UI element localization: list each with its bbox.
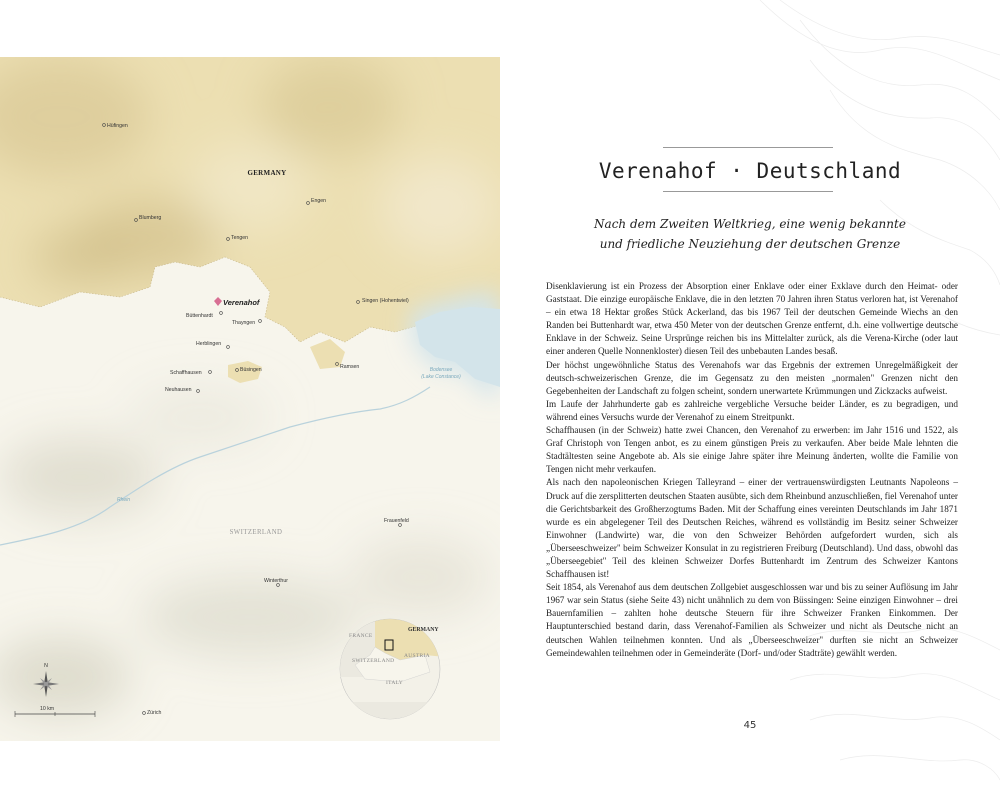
svg-text:Frauenfeld: Frauenfeld [384, 518, 409, 524]
svg-text:N: N [44, 663, 48, 669]
svg-text:Tengen: Tengen [231, 235, 249, 241]
town-singen [357, 298, 409, 304]
subtitle-line-2: und friedliche Neuziehung der deutschen Grenze [599, 237, 901, 251]
paragraph: Als nach den napoleonischen Kriegen Talleyrand – einer der vertrauenswürdigsten Leutnants Napoleons – Druck auf die zersplitterten deutschen Staaten ausübte, sich dem Rheinbund anzuschließen, fiel Verenahof unter die Gerichtsbarkeit des Großherzogtums Baden. Mit der Schaffung eines vereinten Deutschlands im Jahr 1871 wurde es ein abgelegener Teil des Deutschen Reiches, während es vollständig im Besitz seiner Schweizer Einwohner (Landwirte) war, die von den Schweizer Behörden aufgefordert wurden, sich als „Überseeschweizer" beim Schweizer Konsulat in zu registrieren Freiburg (Deutschland). Und dass, obwohl das „Überseegebiet" Teil des kleinen Schweizer Dorfes Buttenhardt im Zentrum des Schweizer Kantons Schaffhausen ist! [546, 477, 958, 580]
town-blumberg [135, 215, 162, 221]
town-ramsen [336, 363, 360, 370]
country-label-switzerland: SWITZERLAND [229, 529, 283, 536]
body-text [546, 280, 958, 660]
verenahof-label: Verenahof [223, 298, 260, 307]
bodensee-label: Bodensee [429, 367, 453, 373]
paragraph: Der höchst ungewöhnliche Status des Verenahofs war das Ergebnis der extremen Unregelmäßigkeit der deutsch-schweizerischen Grenze, die im Gegensatz zu den meisten „normalen" Grenzen nicht den Gegebenheiten der Landschaft zu folgen scheint, sondern unerwartete Krümmungen und Zickzacks aufweist. [546, 359, 958, 396]
svg-text:Hüfingen: Hüfingen [107, 123, 128, 129]
inset-label-germany: GERMANY [408, 627, 439, 633]
country-label-germany: GERMANY [247, 169, 287, 177]
rhine-label: Rhein [117, 497, 131, 503]
svg-text:Singen (Hohentwiel): Singen (Hohentwiel) [362, 298, 409, 304]
svg-text:Neuhausen: Neuhausen [165, 387, 192, 393]
paragraph: Im Laufe der Jahrhunderte gab es zahlreiche vergebliche Versuche beider Länder, es zu begradigen, und während eines Versuchs wurde der Verenahof zu einem Streitpunkt. [546, 398, 958, 422]
svg-text:Zürich: Zürich [147, 710, 162, 716]
svg-text:Schaffhausen: Schaffhausen [170, 370, 202, 376]
svg-text:Thayngen: Thayngen [232, 320, 256, 326]
inset-label-switzerland: SWITZERLAND [352, 658, 395, 664]
town-huefingen [103, 123, 128, 129]
svg-text:Winterthur: Winterthur [264, 578, 288, 584]
page-title: Verenahof · Deutschland [598, 159, 902, 183]
map [0, 57, 500, 741]
lake-constance-label: (Lake Constance) [421, 374, 461, 380]
svg-text:Büttenhardt: Büttenhardt [186, 313, 213, 319]
town-buesingen [236, 367, 262, 373]
paragraph: Seit 1854, als Verenahof aus dem deutschen Zollgebiet ausgeschlossen war und bis zu seiner Auflösung im Jahr 1967 war sein Status (siehe Seite 43) nicht unähnlich zu dem von Büssingen: Seine einzigen Einwohner – drei Bauernfamilien – zahlten hohe deutsche Steuern für ihre Schweizer Franken Einkommen. Der Hauptunterschied bestand darin, dass Verenahof-Familien als Schweizer und nicht als Deutsche nicht an deutschen Wahlen teilnehmen konnten. Und als „Überseeschweizer" durften sie nicht an Schweizer Gemeindewahlen teilnehmen oder in Gemeinderäte (Dorf- und/oder Stadträte) gewählt werden. [546, 582, 958, 658]
map-svg [0, 57, 500, 741]
paragraph: Disenklavierung ist ein Prozess der Absorption einer Enklave oder einer Exklave durch den Heimat- oder Gaststaat. Die einzige europäische Enklave, die in den letzten 70 Jahren ihren Status verloren hat, ist Verenahof – ein etwa 18 Hektar großes Stück Ackerland, das bis 1967 Teil der deutschen Gemeinde Wiechs an den Randen bei Buttenhardt war, etwa 450 Meter von der deutschen Grenze entfernt, d.h. eine vollwertige deutsche Enklave in der Schweiz. Seine Ursprünge reichen bis ins Mittelalter zurück, als die Verena-Kirche (oder laut einer anderen Quelle Nonnenkloster) diesen Teil des unbebauten Landes besaß. [546, 281, 958, 357]
svg-text:Engen: Engen [311, 198, 327, 204]
page-subtitle [560, 214, 940, 254]
svg-text:Herblingen: Herblingen [196, 341, 222, 347]
title-rule-bottom [663, 191, 833, 192]
paragraph: Schaffhausen (in der Schweiz) hatte zwei Chancen, den Verenahof zu erwerben: im Jahr 1516 und 1522, als Graf Christoph von Tengen anbot, es zu einem günstigen Preis zu verkaufen. Aber beide Male lehnten die Stadtältesten seine Angebote ab. Als sie einige Jahre später ihre Meinung änderten, wollte die Familie von Tengen nicht mehr verkaufen. [546, 425, 958, 475]
inset-label-italy: ITALY [386, 680, 404, 686]
subtitle-line-1: Nach dem Zweiten Weltkrieg, eine wenig bekannte [594, 217, 906, 231]
svg-text:Büsingen: Büsingen [240, 367, 262, 373]
inset-label-france: FRANCE [349, 633, 373, 639]
inset-label-austria: AUSTRIA [404, 653, 430, 659]
svg-text:10 km: 10 km [40, 706, 55, 712]
title-rule-top [663, 147, 833, 148]
page-number: 45 [743, 720, 757, 731]
svg-text:Ramsen: Ramsen [340, 364, 360, 370]
text-page [500, 0, 1000, 800]
svg-text:Blumberg: Blumberg [139, 215, 162, 221]
